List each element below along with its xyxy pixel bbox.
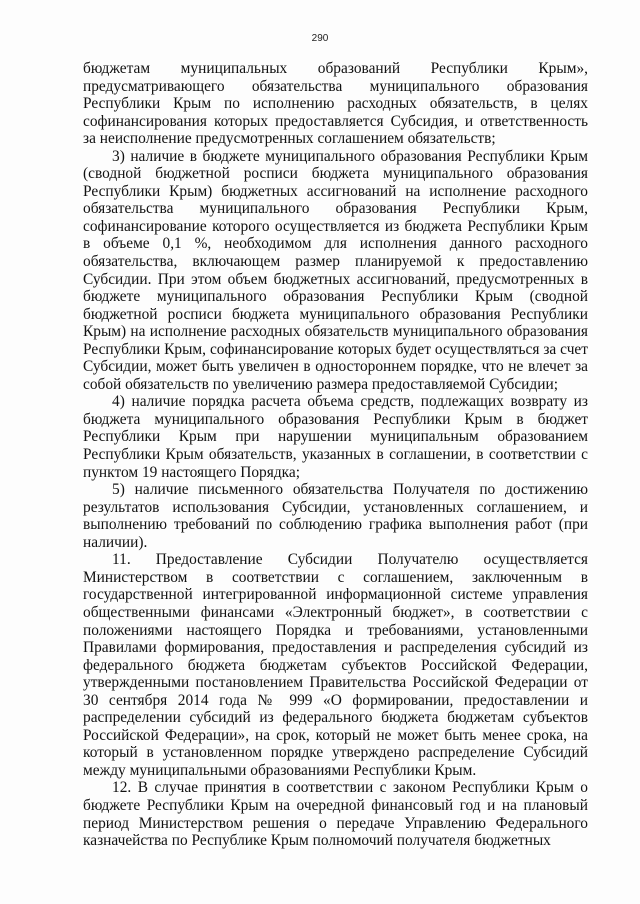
- paragraph-clause-11: 11. Предоставление Субсидии Получателю осуществляется Министерством в соответствии с соглашением, заключенным в государственной интегрированной информационной системе управления общественными финансами «Электронный бюджет», в соответствии с положениями настоящего Порядка и требованиями, установленными Правилами формирования, предоставления и распределения субсидий из федерального бюджета бюджетам субъектов Российской Федерации, утвержденными постановлением Правительства Российской Федерации от 30 сентября 2014 года № 999 «О формировании, предоставлении и распределении субсидий из федерального бюджета бюджетам субъектов Российской Федерации», на срок, который не может быть менее срока, на который в установленном порядке утверждено распределение Субсидий между муниципальными образованиями Республики Крым.: [83, 551, 588, 779]
- paragraph-clause-12: 12. В случае принятия в соответствии с законом Республики Крым о бюджете Республики Крым на очередной финансовый год и на плановый период Министерством решения о передаче Управлению Федерального казначейства по Республике Крым полномочий получателя бюджетных: [83, 779, 588, 850]
- page-number: 290: [311, 33, 329, 44]
- paragraph-item-4: 4) наличие порядка расчета объема средств, подлежащих возврату из бюджета муниципального образования Республики Крым в бюджет Республики Крым при нарушении муниципальным образованием Республики Крым обязательств, указанных в соглашении, в соответствии с пунктом 19 настоящего Порядка;: [83, 393, 588, 481]
- paragraph-continuation: бюджетам муниципальных образований Республики Крым», предусматривающего обязательства муниципального образования Республики Крым по исполнению расходных обязательств, в целях софинансирования которых предоставляется Субсидия, и ответственность за неисполнение предусмотренных соглашением обязательств;: [83, 60, 588, 148]
- paragraph-item-5: 5) наличие письменного обязательства Получателя по достижению результатов использования Субсидии, установленных соглашением, и выполнению требований по соблюдению графика выполнения работ (при наличии).: [83, 481, 588, 551]
- paragraph-item-3: 3) наличие в бюджете муниципального образования Республики Крым (сводной бюджетной росписи бюджета муниципального образования Республики Крым) бюджетных ассигнований на исполнение расходного обязательства муниципального образования Республики Крым, софинансирование которого осуществляется из бюджета Республики Крым в объеме 0,1 %, необходимом для исполнения данного расходного обязательства, включающем размер планируемой к предоставлению Субсидии. При этом объем бюджетных ассигнований, предусмотренных в бюджете муниципального образования Республики Крым (сводной бюджетной росписи бюджета муниципального образования Республики Крым) на исполнение расходных обязательств муниципального образования Республики Крым, софинансирование которых будет осуществляться за счет Субсидии, может быть увеличен в одностороннем порядке, что не влечет за собой обязательств по увеличению размера предоставляемой Субсидии;: [83, 147, 588, 393]
- document-body: [83, 60, 588, 850]
